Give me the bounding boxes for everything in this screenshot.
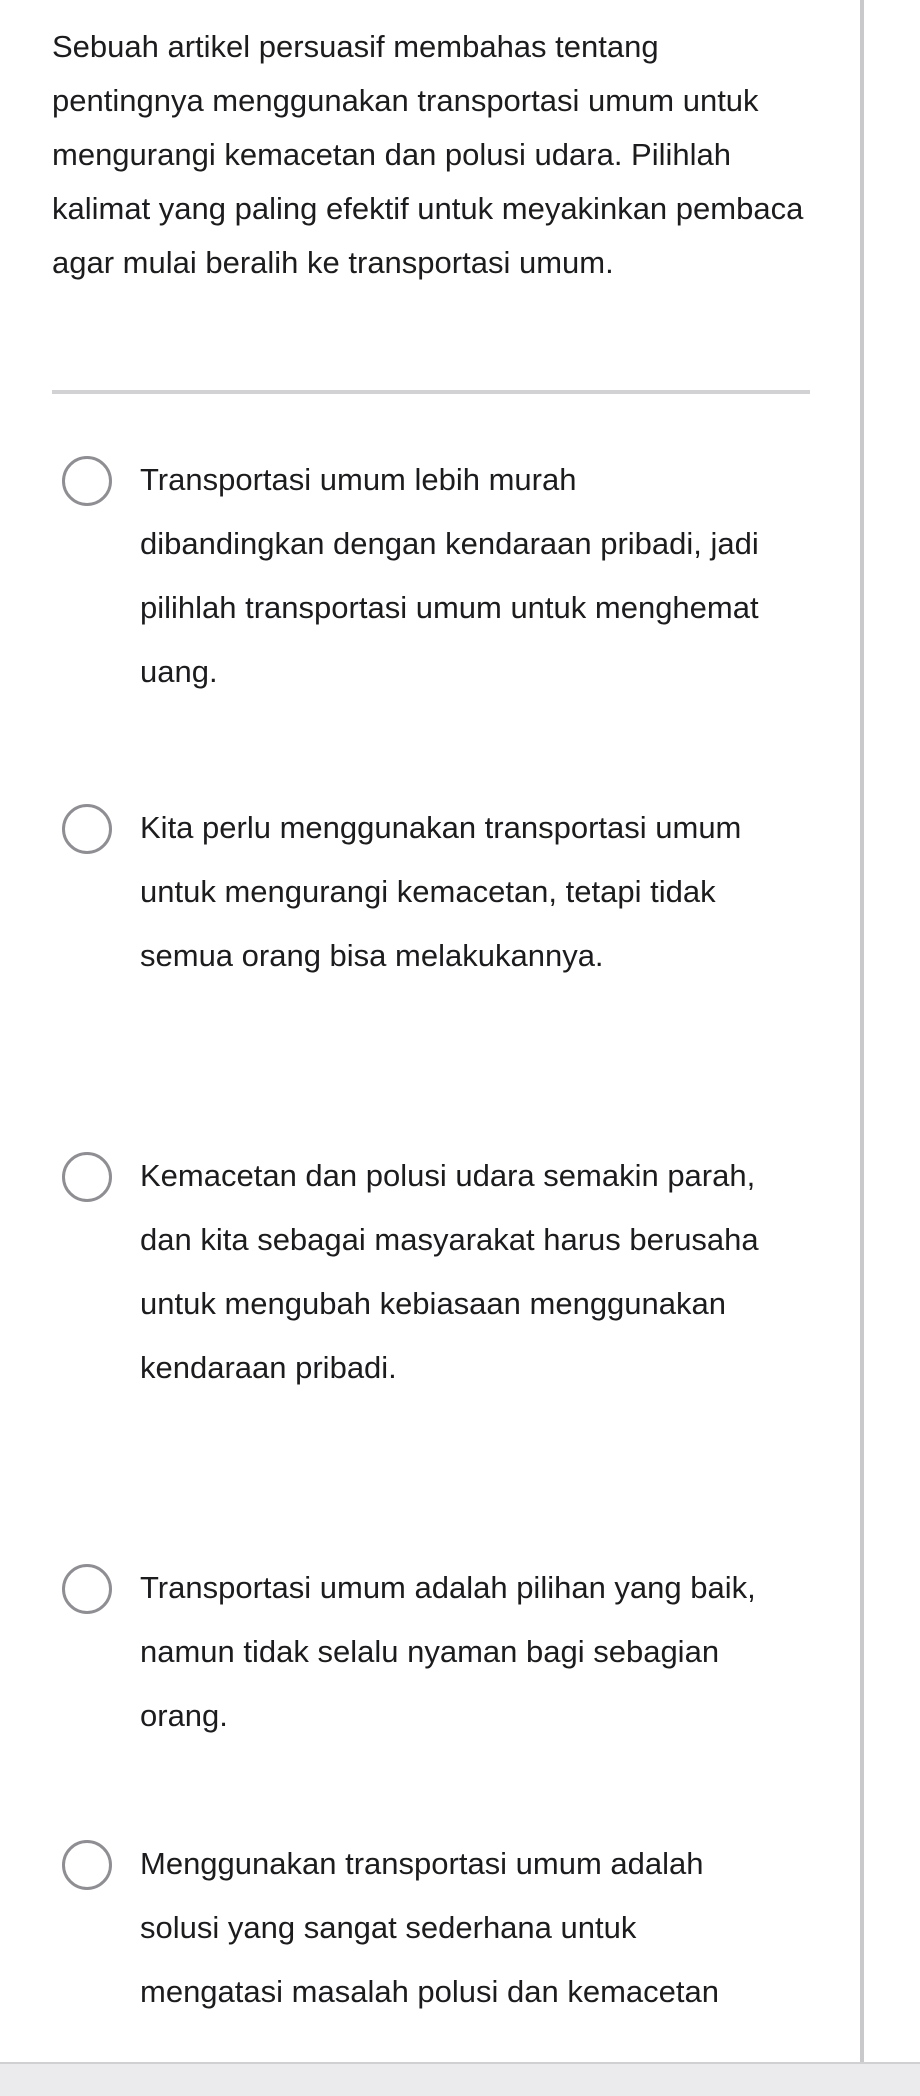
answer-option-label[interactable]: Kita perlu menggunakan transportasi umum untuk mengurangi kemacetan, tetapi tidak semua orang bisa melakukannya. xyxy=(140,810,742,973)
answer-option-5[interactable] xyxy=(62,1832,782,2024)
answer-option-label[interactable]: Transportasi umum lebih murah dibandingkan dengan kendaraan pribadi, jadi pilihlah transportasi umum untuk menghemat uang. xyxy=(140,462,759,689)
answer-option-label[interactable]: Kemacetan dan polusi udara semakin parah, dan kita sebagai masyarakat harus berusaha untuk mengubah kebiasaan menggunakan kendaraan pribadi. xyxy=(140,1158,759,1385)
answer-option-3[interactable] xyxy=(62,1144,782,1400)
radio-button-icon[interactable] xyxy=(62,804,112,854)
radio-button-icon[interactable] xyxy=(62,1152,112,1202)
scroll-panel-border xyxy=(860,0,864,2062)
answer-option-1[interactable] xyxy=(62,448,782,704)
radio-button-icon[interactable] xyxy=(62,1840,112,1890)
divider xyxy=(52,390,810,394)
question-text: Sebuah artikel persuasif membahas tentang pentingnya menggunakan transportasi umum untuk mengurangi kemacetan dan polusi udara. Pilihlah kalimat yang paling efektif untuk meyakinkan pembaca agar mulai beralih ke transportasi umum. xyxy=(52,29,804,280)
radio-button-icon[interactable] xyxy=(62,456,112,506)
answer-option-label[interactable]: Transportasi umum adalah pilihan yang baik, namun tidak selalu nyaman bagi sebagian orang. xyxy=(140,1570,756,1733)
bottom-bar xyxy=(0,2062,920,2096)
radio-button-icon[interactable] xyxy=(62,1564,112,1614)
answer-option-4[interactable] xyxy=(62,1556,782,1748)
answer-option-2[interactable] xyxy=(62,796,782,988)
answer-option-label[interactable]: Menggunakan transportasi umum adalah solusi yang sangat sederhana untuk mengatasi masalah polusi dan kemacetan xyxy=(140,1846,720,2009)
